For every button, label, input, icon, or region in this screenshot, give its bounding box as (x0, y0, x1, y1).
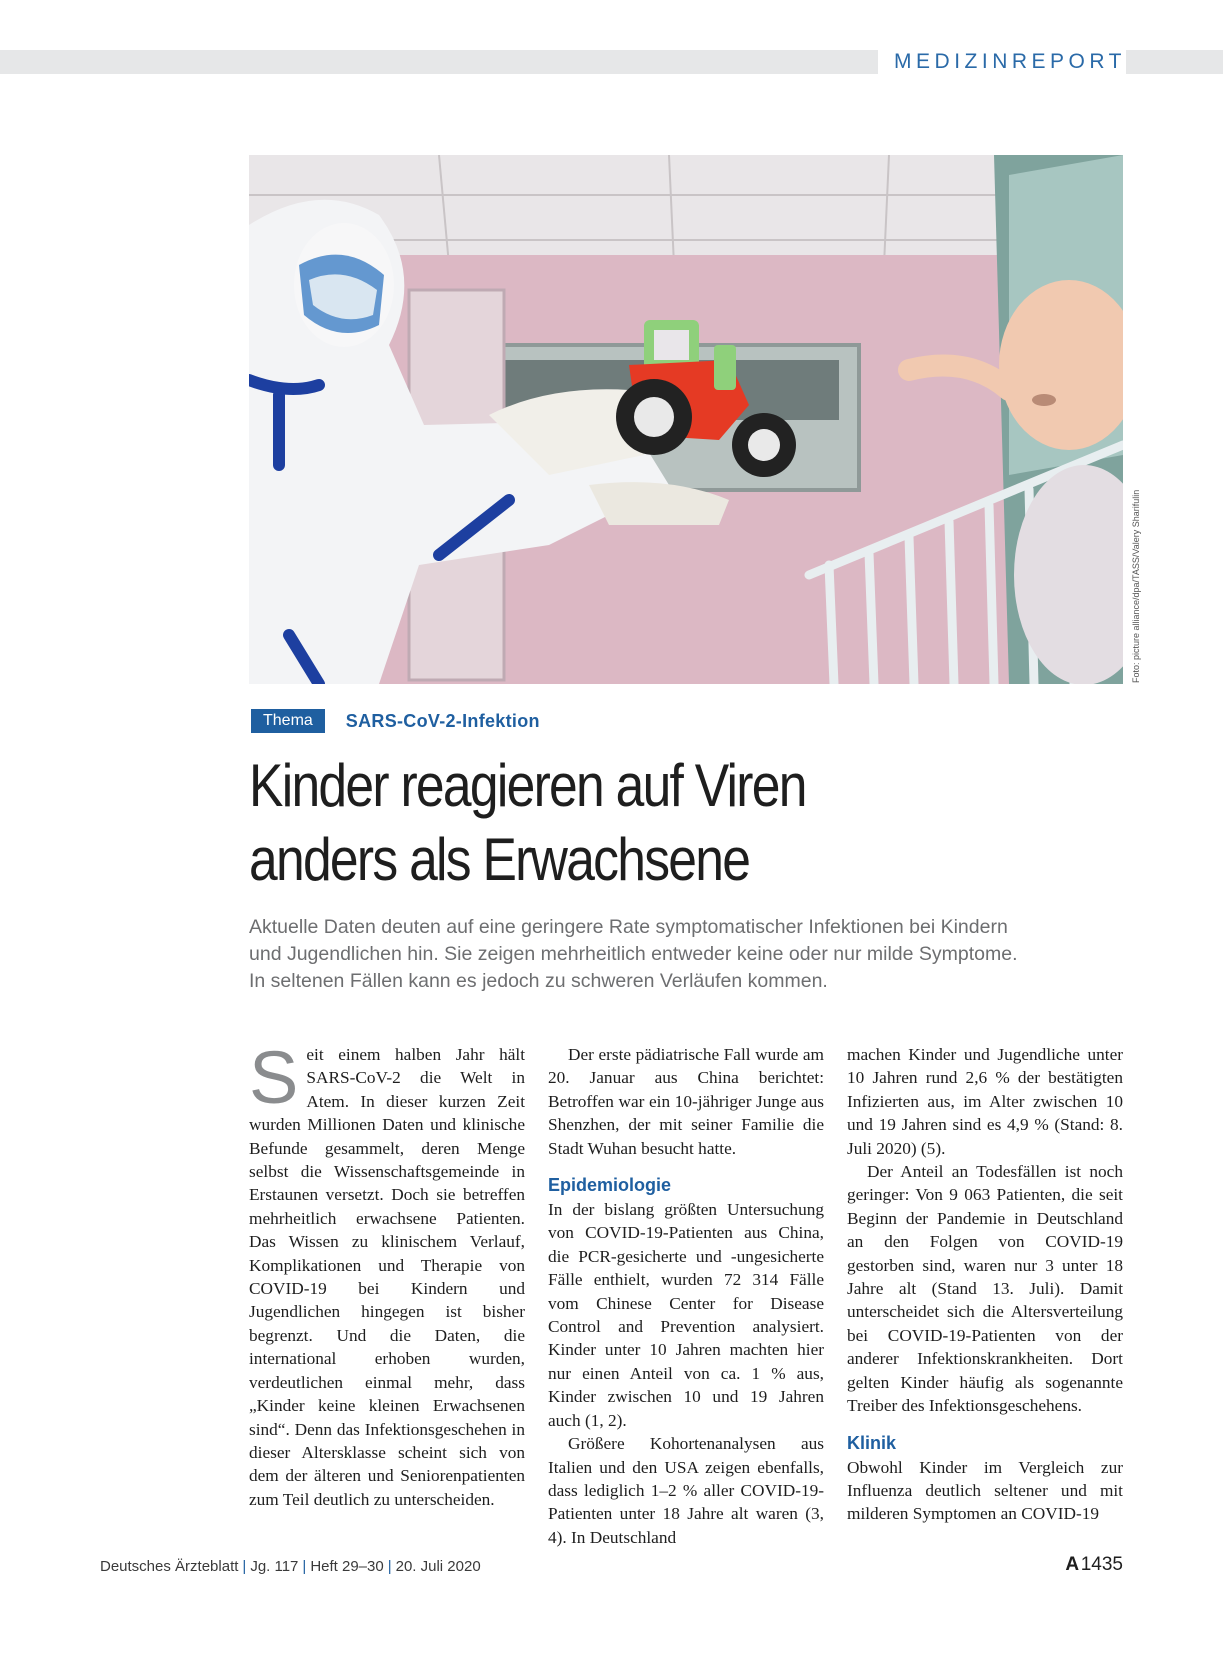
topic-row (251, 709, 540, 735)
subheading-epidemiologie: Epidemiologie (548, 1175, 672, 1196)
lead-line-3: In seltenen Fällen kann es jedoch zu schweren Verläufen kommen. (249, 970, 828, 992)
section-label: MEDIZINREPORT (878, 48, 1126, 76)
body-paragraph: eit einem halben Jahr hält SARS-CoV-2 die Welt in Atem. In dieser kurzen Zeit wurden Millionen Daten und klinische Befunde gesammelt, deren Menge selbst die Wissenschaftsgemeinde in Erstaunen versetzt. Doch sie betreffen mehrheitlich erwachsene Patienten. Das Wissen zu klinischem Verlauf, Komplikationen und Therapie von COVID-19 bei Kindern und Jugendlichen hingegen ist bisher begrenzt. Und die Daten, die international erhoben wurden, verdeutlichen einmal mehr, dass „Kinder keine kleinen Erwachsenen sind“. Denn das Infektionsgeschehen in dieser Altersklasse scheint sich von dem der älteren und Seniorenpatienten zum Teil deutlich zu unterscheiden. (249, 1045, 525, 1509)
topic-badge: Thema (251, 709, 325, 733)
footer-citation (100, 1558, 1123, 1575)
page-number-value: 1435 (1080, 1554, 1123, 1575)
body-paragraph: Der Anteil an Todesfällen ist noch geringer: Von 9 063 Patienten, die seit Beginn der Pandemie in Deutschland an den Folgen von COVID-19 gestorben sind, waren nur 3 unter 18 Jahre alt (Stand 13. Juli). Damit unterscheidet sich die Altersverteilung bei COVID-19-Patienten von der anderer Infektionskrankheiten. Dort gelten Kinder häufig als sogenannte Treiber des Infektionsgeschehens. (847, 1162, 1123, 1416)
footer-issue: Heft 29–30 (310, 1558, 384, 1575)
photo-credit: Foto: picture alliance/dpa/TASS/Valery Sharifulin (1131, 489, 1141, 683)
page-footer (100, 1554, 1123, 1582)
column-2 (548, 1043, 824, 1549)
article-photo (249, 155, 1123, 684)
dropcap: S (249, 1036, 299, 1119)
footer-separator: | (302, 1558, 307, 1575)
lead-line-1: Aktuelle Daten deuten auf eine geringere Rate symptomatischer Infektionen bei Kindern (249, 916, 1008, 938)
headline-line-1: Kinder reagieren auf Viren (249, 752, 806, 819)
body-paragraph: Der erste pädiatrische Fall wurde am 20. Januar aus China berichtet: Betroffen war ein 10-jähriger Junge aus Shenzhen, der mit seiner Familie die Stadt Wuhan besucht hatte. (548, 1045, 824, 1158)
footer-journal: Deutsches Ärzteblatt (100, 1558, 239, 1575)
footer-volume: Jg. 117 (250, 1558, 299, 1575)
footer-separator: | (242, 1558, 247, 1575)
subheading-klinik: Klinik (847, 1432, 897, 1453)
column-1 (249, 1036, 525, 1511)
page-prefix: A (1065, 1554, 1080, 1575)
topic-title: SARS-CoV-2-Infektion (345, 710, 540, 731)
footer-date: 20. Juli 2020 (395, 1558, 481, 1575)
article-headline (249, 749, 1023, 897)
body-paragraph: Größere Kohortenanalysen aus Italien und den USA zeigen ebenfalls, dass lediglich 1–2 % aller COVID-19-Patienten unter 18 Jahre alt waren (3, 4). In Deutschland (548, 1434, 824, 1547)
page-number (1065, 1554, 1123, 1576)
footer-separator: | (387, 1558, 392, 1575)
body-paragraph: In der bislang größten Untersuchung von COVID-19-Patienten aus China, die PCR-gesicherte und -ungesicherte Fälle enthielt, wurden 72 314 Fälle vom Chinese Center for Disease Control and Prevention analysiert. Kinder unter 10 Jahren machten hier nur einen Anteil von ca. 1 % aus, Kinder zwischen 10 und 19 Jahren auch (1, 2). (548, 1200, 824, 1430)
column-3 (847, 1043, 1123, 1526)
article-lead (249, 914, 1099, 995)
body-paragraph: Obwohl Kinder im Vergleich zur Influenza deutlich seltener und mit milderen Symptomen an COVID-19 (847, 1457, 1123, 1524)
lead-line-2: und Jugendlichen hin. Sie zeigen mehrheitlich entweder keine oder nur milde Symptome. (249, 943, 1018, 965)
body-paragraph: machen Kinder und Jugendliche unter 10 Jahren rund 2,6 % der bestätigten Infizierten aus, im Alter zwischen 10 und 19 Jahren sind es 4,9 % (Stand: 8. Juli 2020) (5). (847, 1045, 1123, 1158)
headline-line-2: anders als Erwachsene (249, 826, 750, 893)
article-body (249, 1036, 1123, 1563)
